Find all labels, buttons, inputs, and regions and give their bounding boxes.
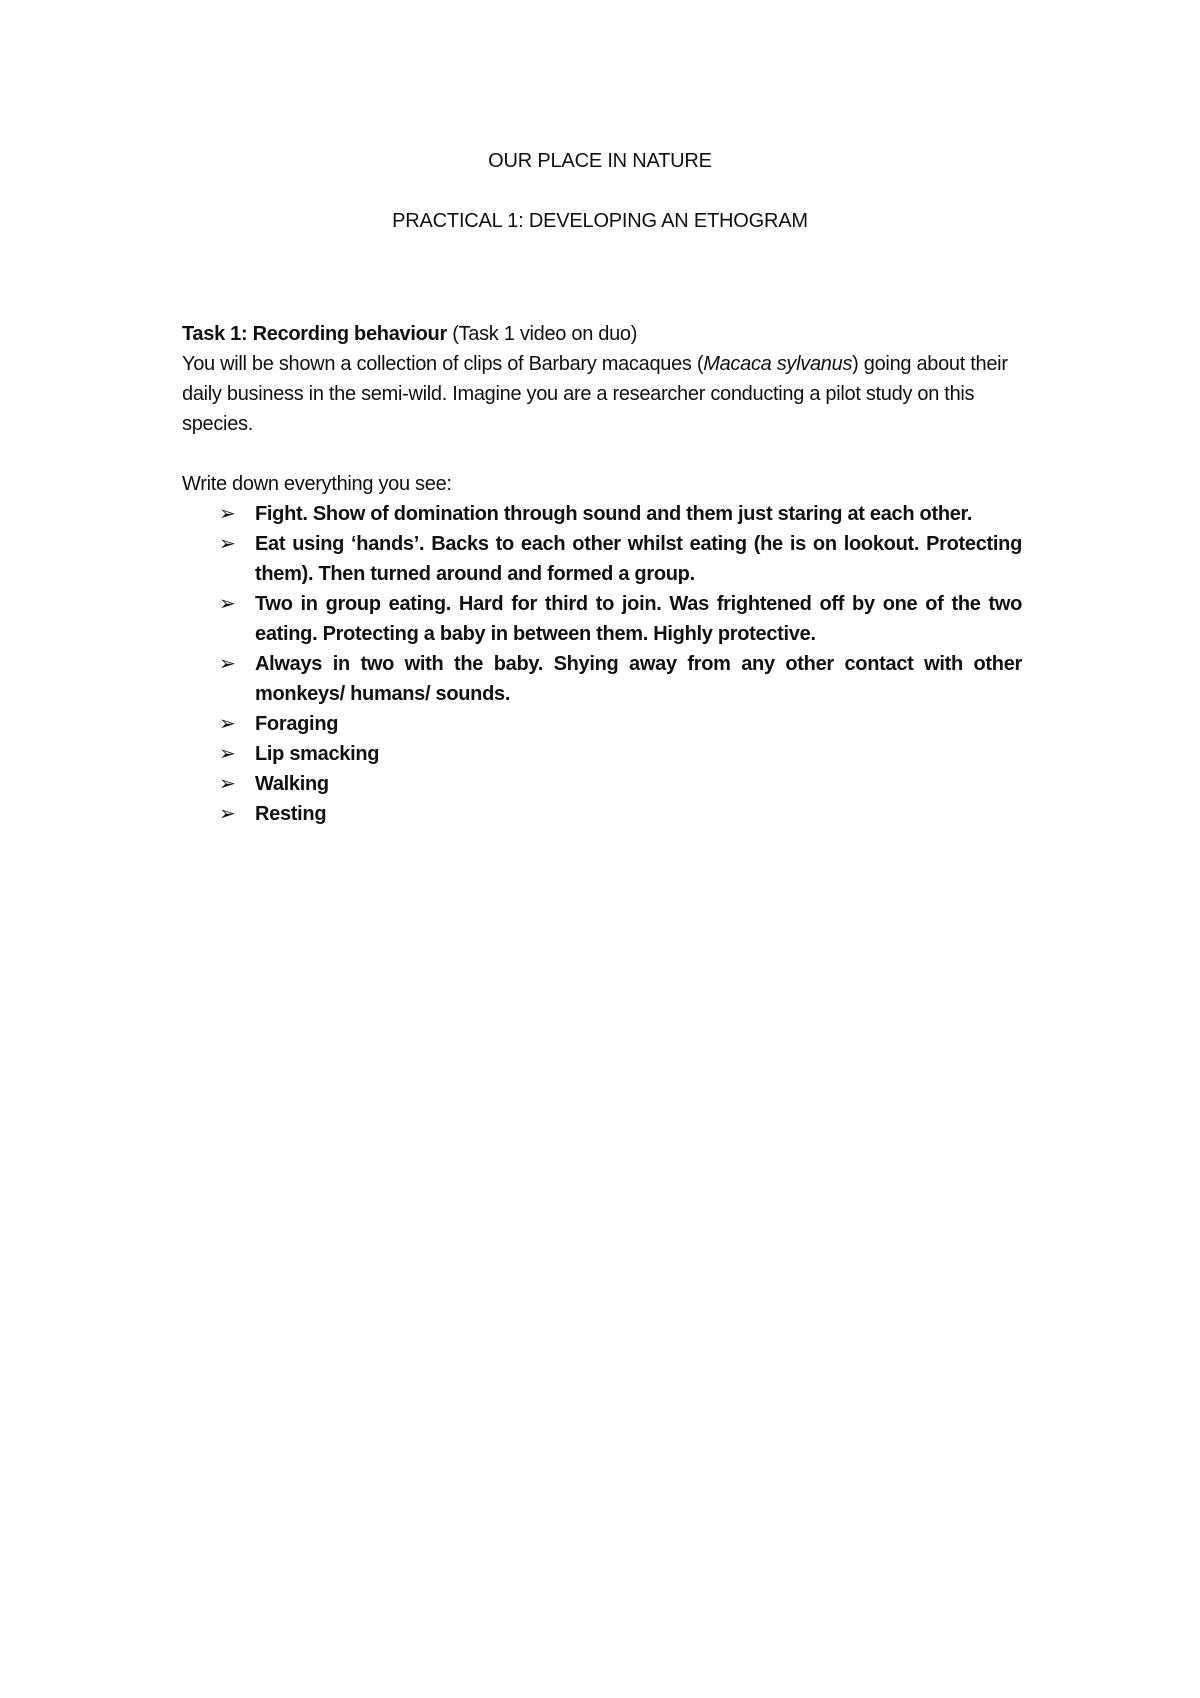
arrow-bullet-icon: ➢ xyxy=(219,773,236,795)
observation-text: Lip smacking xyxy=(255,743,380,765)
observation-text: Two in group eating. Hard for third to join. Was frightened off by one of the two eating. Protecting a baby in between them. Highly protective. xyxy=(255,593,1022,645)
practical-title: PRACTICAL 1: DEVELOPING AN ETHOGRAM xyxy=(392,210,808,232)
observation-text: Walking xyxy=(255,773,329,795)
observation-item xyxy=(219,799,1022,829)
observation-item xyxy=(219,589,1022,649)
task-label: Task 1: Recording behaviour xyxy=(182,323,447,345)
arrow-bullet-icon: ➢ xyxy=(219,593,236,615)
observation-list xyxy=(182,499,1022,829)
observation-text: Eat using ‘hands’. Backs to each other whilst eating (he is on lookout. Protecting them). Then turned around and formed a group. xyxy=(255,533,1022,585)
observation-item xyxy=(219,649,1022,709)
species-name: Macaca sylvanus xyxy=(703,353,853,375)
intro-text-start: You will be shown a collection of clips of Barbary macaques ( xyxy=(182,353,704,375)
arrow-bullet-icon: ➢ xyxy=(219,503,236,525)
observation-item xyxy=(219,709,1022,739)
observation-text: Always in two with the baby. Shying away from any other contact with other monkeys/ humans/ sounds. xyxy=(255,653,1022,705)
observation-item xyxy=(219,499,1022,529)
arrow-bullet-icon: ➢ xyxy=(219,803,236,825)
observation-item xyxy=(219,529,1022,589)
observation-text: Resting xyxy=(255,803,327,825)
write-prompt: Write down everything you see: xyxy=(182,473,452,495)
task-heading xyxy=(182,319,1022,349)
task-note: (Task 1 video on duo) xyxy=(446,323,638,345)
paragraph-spacer xyxy=(182,439,1022,469)
task-section xyxy=(182,319,1022,829)
observation-item xyxy=(219,739,1022,769)
observation-text: Foraging xyxy=(255,713,339,735)
arrow-bullet-icon: ➢ xyxy=(219,713,236,735)
intro-text-end: ) going about their daily business in the semi-wild. Imagine you are a researcher conducting a pilot study on this species. xyxy=(182,353,1008,435)
task-intro xyxy=(182,349,1022,439)
arrow-bullet-icon: ➢ xyxy=(219,743,236,765)
arrow-bullet-icon: ➢ xyxy=(219,653,236,675)
observation-item xyxy=(219,769,1022,799)
arrow-bullet-icon: ➢ xyxy=(219,533,236,555)
observation-text: Fight. Show of domination through sound and them just staring at each other. xyxy=(255,503,973,525)
document-heading: OUR PLACE IN NATURE xyxy=(488,150,712,172)
